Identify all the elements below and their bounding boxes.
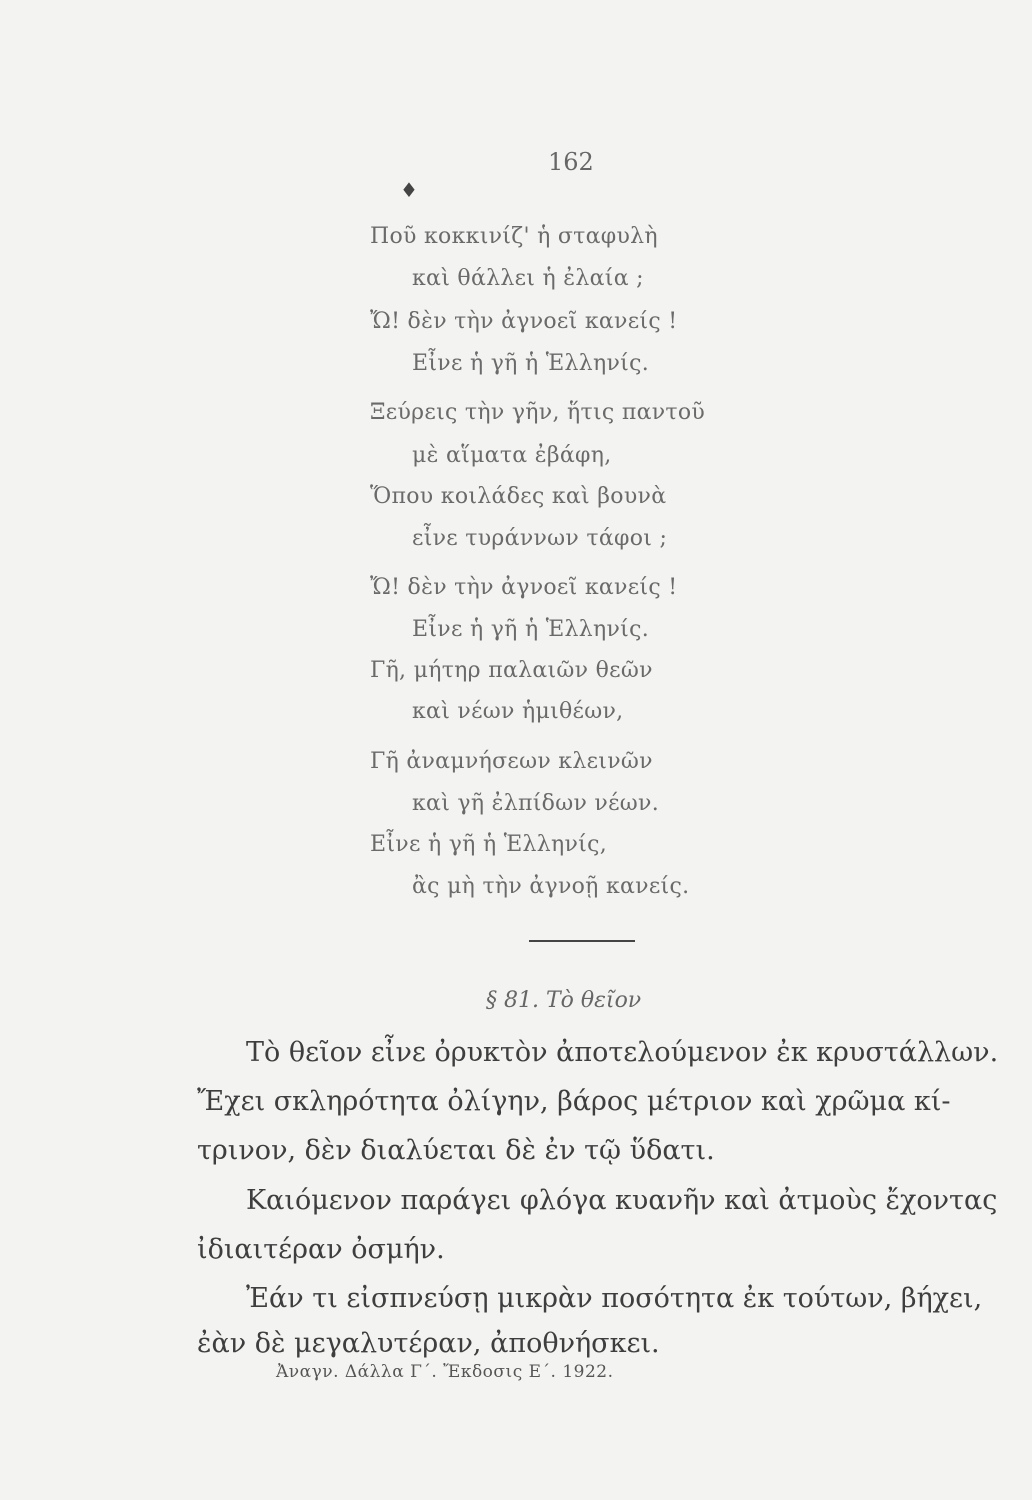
paragraph-line: Τὸ θεῖον εἶνε ὀρυκτὸν ἀποτελούμενον ἐκ κρυστάλλων. <box>246 1037 999 1068</box>
paragraph-line: Ἔχει σκληρότητα ὀλίγην, βάρος μέτριον καὶ χρῶμα κί- <box>197 1086 951 1117</box>
poem-line: Ὅπου κοιλάδες καὶ βουνὰ <box>370 484 667 509</box>
poem-line: Ξεύρεις τὴν γῆν, ἥτις παντοῦ <box>370 400 706 425</box>
paragraph-line: ἰδιαιτέραν ὀσμήν. <box>197 1234 445 1265</box>
poem-line: καὶ νέων ἡμιθέων, <box>412 699 624 724</box>
poem-line: Ὤ! δὲν τὴν ἀγνοεῖ κανείς ! <box>370 575 678 600</box>
ornament-mark: ♦ <box>400 178 418 202</box>
poem-line: Ποῦ κοκκινίζ' ἡ σταφυλὴ <box>370 224 658 249</box>
poem-line: Εἶνε ἡ γῆ ἡ Ἑλληνίς. <box>412 617 650 642</box>
poem-line: Γῆ ἀναμνήσεων κλεινῶν <box>370 749 653 774</box>
page-number: 162 <box>548 148 594 176</box>
section-divider <box>529 940 635 942</box>
poem-line: καὶ θάλλει ἡ ἐλαία ; <box>412 266 644 291</box>
imprint-footer: Ἀναγν. Δάλλα Γ΄. Ἔκδοσις Ε΄. 1922. <box>276 1362 614 1382</box>
paragraph-line: τρινον, δὲν διαλύεται δὲ ἐν τῷ ὕδατι. <box>197 1135 715 1166</box>
poem-line: ἂς μὴ τὴν ἀγνοῇ κανείς. <box>412 874 690 899</box>
section-heading: § 81. Τὸ θεῖον <box>486 988 642 1013</box>
paragraph-line: Ἐάν τι εἰσπνεύσῃ μικρὰν ποσότητα ἐκ τούτων, βήχει, <box>246 1283 983 1314</box>
poem-line: Ὤ! δὲν τὴν ἀγνοεῖ κανείς ! <box>370 309 678 334</box>
poem-line: καὶ γῆ ἐλπίδων νέων. <box>412 791 660 816</box>
poem-line: Γῆ, μήτηρ παλαιῶν θεῶν <box>370 658 653 683</box>
poem-line: εἶνε τυράννων τάφοι ; <box>412 526 668 551</box>
paragraph-line: Καιόμενον παράγει φλόγα κυανῆν καὶ ἀτμοὺς ἔχοντας <box>246 1185 998 1216</box>
poem-line: Εἶνε ἡ γῆ ἡ Ἑλληνίς. <box>412 351 650 376</box>
poem-line: Εἶνε ἡ γῆ ἡ Ἑλληνίς, <box>370 832 608 857</box>
poem-line: μὲ αἵματα ἐβάφη, <box>412 443 612 468</box>
paragraph-line: ἐὰν δὲ μεγαλυτέραν, ἀποθνήσκει. <box>197 1328 660 1359</box>
